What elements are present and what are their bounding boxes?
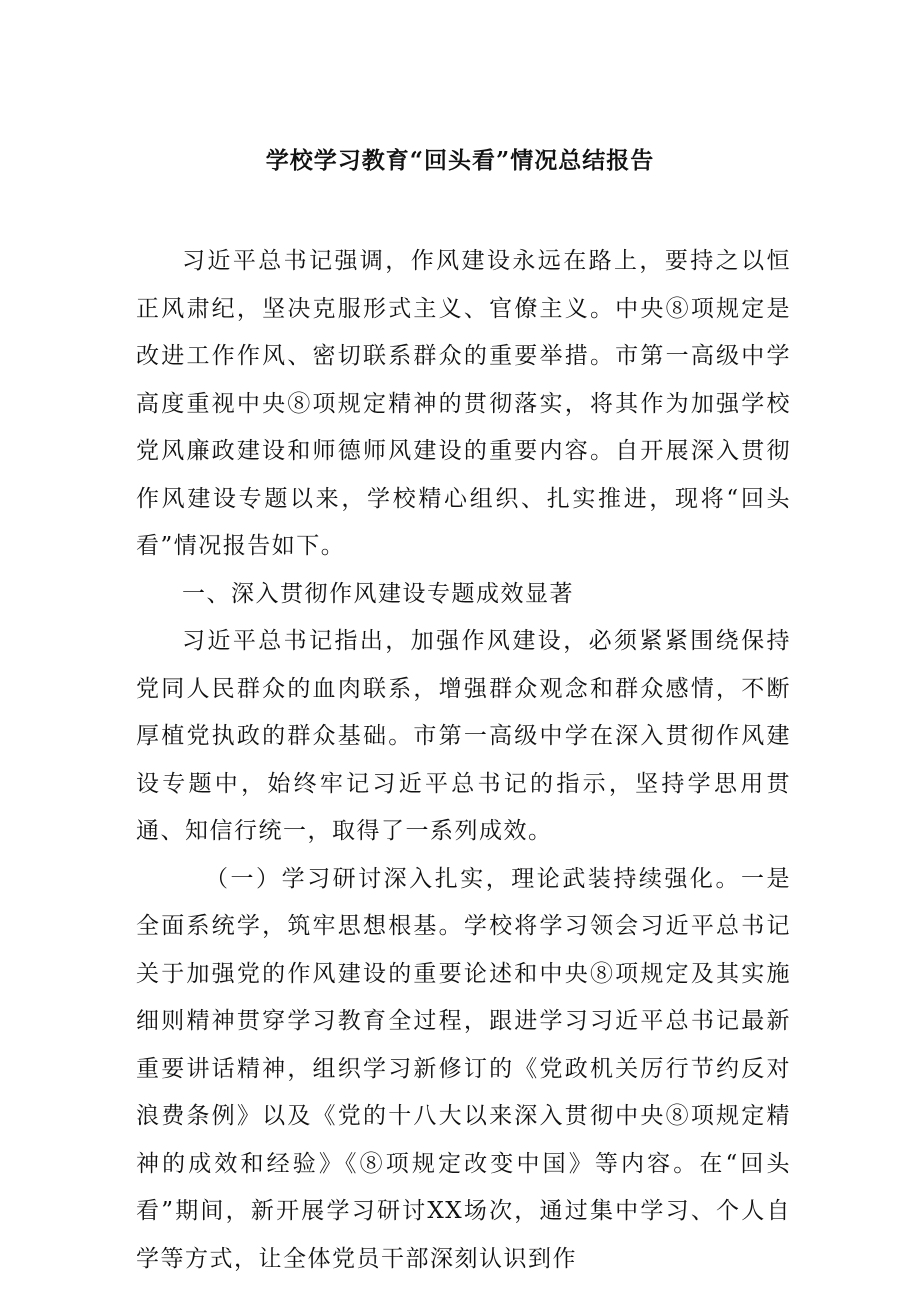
paragraph-subsection-1: （一）学习研讨深入扎实，理论武装持续强化。一是全面系统学，筑牢思想根基。学校将学习领会习近平总书记关于加强党的作风建设的重要论述和中央⑧项规定及其实施细则精神贯穿学习教育全过程，跟进学习习近平总书记最新重要讲话精神，组织学习新修订的《党政机关厉行节约反对浪费条例》以及《党的十八大以来深入贯彻中央⑧项规定精神的成效和经验》《⑧项规定改变中国》等内容。在“回头看”期间，新开展学习研讨XX场次，通过集中学习、个人自学等方式，让全体党员干部深刻认识到作 <box>136 865 791 1272</box>
document-title: 学校学习教育“回头看”情况总结报告 <box>265 147 655 174</box>
section-heading-1: 一、深入贯彻作风建设专题成效显著 <box>182 580 574 607</box>
paragraph-section-1: 习近平总书记指出，加强作风建设，必须紧紧围绕保持党同人民群众的血肉联系，增强群众观念和群众感情，不断厚植党执政的群众基础。市第一高级中学在深入贯彻作风建设专题中，始终牢记习近平总书记的指示，坚持学思用贯通、知信行统一，取得了一系列成效。 <box>136 628 791 844</box>
paragraph-intro: 习近平总书记强调，作风建设永远在路上，要持之以恒正风肃纪，坚决克服形式主义、官僚主义。中央⑧项规定是改进工作作风、密切联系群众的重要举措。市第一高级中学高度重视中央⑧项规定精神的贯彻落实，将其作为加强学校党风廉政建设和师德师风建设的重要内容。自开展深入贯彻作风建设专题以来，学校精心组织、扎实推进，现将“回头看”情况报告如下。 <box>136 248 791 559</box>
document-body <box>136 238 791 1283</box>
